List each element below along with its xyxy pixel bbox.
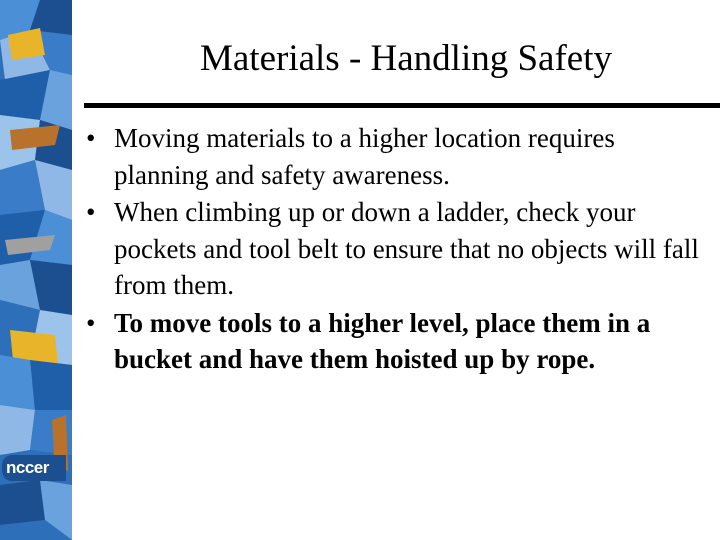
slide-title: Materials - Handling Safety [199,38,613,79]
bullet-item-1 [82,120,702,193]
bullet-glyph: • [86,307,96,338]
nccer-logo: nccer [2,455,66,481]
bullet-glyph: • [86,123,96,153]
title-divider [84,103,720,108]
bullet-list [82,120,702,379]
bullet-text: To move tools to a higher level, place them in a bucket and have them hoisted up by rope. [114,307,651,374]
bullet-item-3 [82,305,702,378]
bullet-item-2 [82,194,702,304]
decorative-mosaic-sidebar [0,0,72,540]
bullet-text: When climbing up or down a ladder, check your pockets and tool belt to ensure that no objects will fall from them. [114,197,699,300]
bullet-glyph: • [86,197,96,227]
bullet-text: Moving materials to a higher location requires planning and safety awareness. [114,123,615,190]
